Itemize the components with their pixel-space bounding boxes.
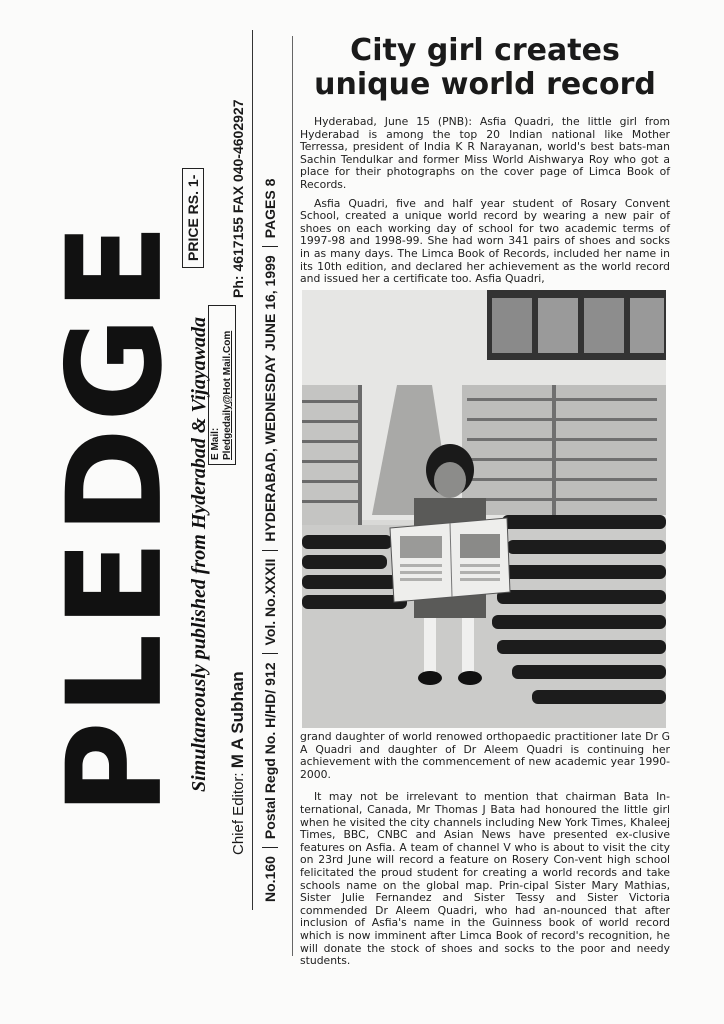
article: [300, 34, 670, 286]
newspaper-logo: PLEDGE: [40, 217, 192, 815]
news-photo: [302, 290, 666, 728]
issue-number: No.160: [262, 847, 278, 910]
headline-line-2: unique world record: [314, 67, 656, 102]
paragraph-3: grand daughter of world renowed orthopaedic practitioner late Dr G A Quadri and daughter of Dr Aleem Quadri is continuing her achievement with the commencement of new academic year 1990-2000.: [300, 730, 670, 781]
paragraph-2: Asfia Quadri, five and half year student of Rosary Convent School, created a unique world record by wearing a new pair of shoes on each working day of school for two academic terms of 1997-98 and 1998-99. She had worn 341 pairs of shoes and socks in as many days. The Limca Book of Records, included her name in its 10th edition, and declared her achievement as the world record and issued her a certificate too. Asfia Quadri,: [300, 196, 670, 286]
headline-line-1: City girl creates: [350, 33, 620, 68]
masthead: [40, 30, 290, 910]
phone-fax: Ph: 4617155 FAX 040-4602927: [230, 99, 246, 298]
email-address: Pledgedaily@Hot Mail.Com: [222, 330, 233, 460]
editor-name: M A Subhan: [228, 671, 247, 769]
postal-reg: Postal Regd No. H/HD/ 912: [262, 653, 278, 847]
photo-illustration: [302, 290, 666, 728]
editor-label: Chief Editor:: [230, 772, 247, 855]
masthead-divider: [252, 30, 253, 910]
email-box: [208, 305, 236, 465]
headline: [300, 34, 670, 102]
paragraph-1: Hyderabad, June 15 (PNB): Asfia Quadri, the little girl from Hyderabad is among the top 20 Indian national like Mother Terressa, president of India K R Narayanan, world's best bats-man Sachin Tendulkar and former Miss World Aishwarya Roy who got a place for their photographs on the cover page of Limca Book of Records.: [300, 115, 670, 191]
column-divider: [292, 36, 293, 956]
chief-editor: [228, 671, 248, 855]
volume-number: Vol. No.XXXII: [262, 550, 278, 654]
article-continued: [300, 731, 670, 968]
price-box: PRICE RS. 1-: [182, 168, 204, 268]
dateline: HYDERABAD, WEDNESDAY JUNE 16, 1999: [262, 246, 278, 549]
page-count: PAGES 8: [262, 178, 278, 239]
email-label: E Mail:: [210, 427, 221, 460]
issue-info-row: [262, 30, 278, 910]
paragraph-4: It may not be irrelevant to mention that chairman Bata In-ternational, Canada, Mr Thomas J Bata had honoured the little girl when he visited the city channels including New York Times, Khaleej Times, BBC, CNBC and Asian News have presented ex-clusive features on Asfia. A team of channel V who is about to visit the city on 23rd June will record a feature on Rosery Con-vent high school felicitated the proud student for creating a world records and take schools name on the global map. Prin-cipal Sister Mary Mathias, Sister Julie Fernandez and Sister Tessy and Sister Victoria commended Dr Aleem Quadri, who had an-nounced that after inclusion of Asfia's name in the Guinness book of world record which is now imminent after Limca Book of record's recognition, he will donate the stock of shoes and socks to the poor and needy students.: [300, 790, 670, 968]
tagline: Simultaneously published from Hyderabad & Vijayawada: [188, 316, 210, 792]
